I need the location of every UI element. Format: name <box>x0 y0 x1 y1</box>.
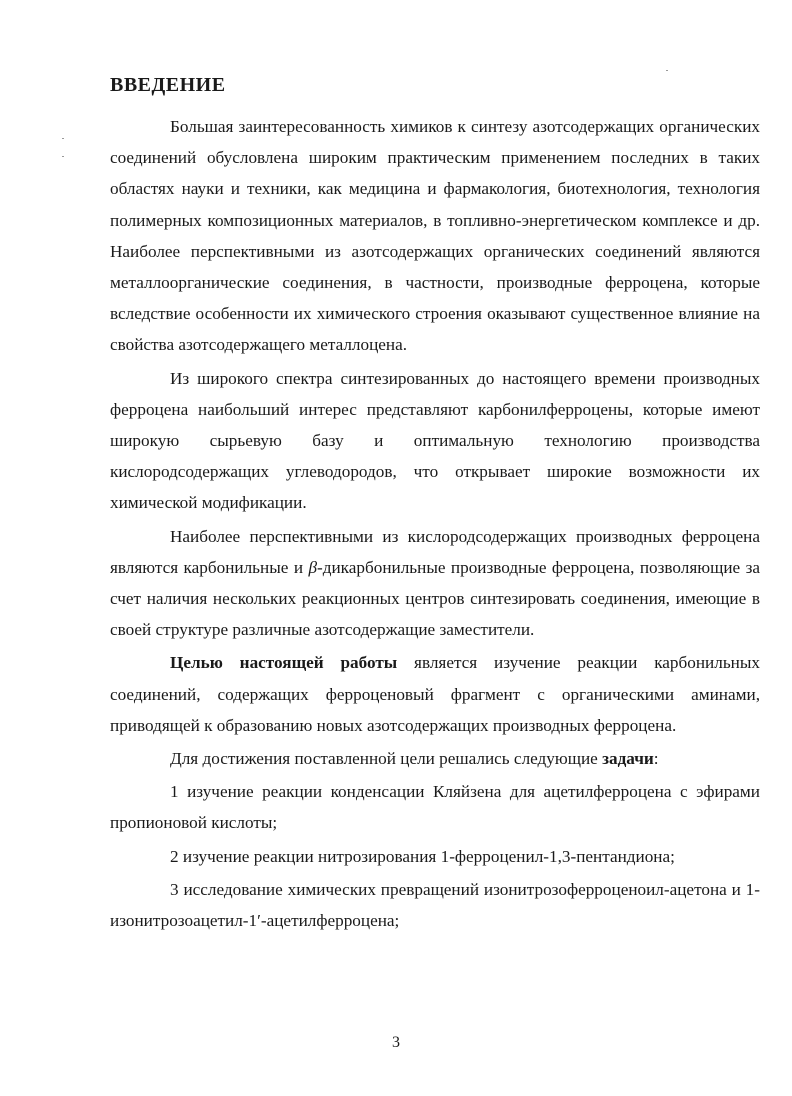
scan-speck <box>62 156 64 157</box>
tasks-word: задачи <box>602 749 654 769</box>
paragraph-3-text-start: Наиболее перспективными из кислородсодержащих производных ферроцена являются карбонильные и <box>110 526 760 577</box>
paragraph-5 <box>110 743 760 774</box>
paragraph-1: Большая заинтересованность химиков к синтезу азотсодержащих органических соединений обусловлена широким практическим применением последних в таких областях науки и техники, как медицина и фармакология, биотехнология, технология полимерных композиционных материалов, в топливно-энергетическом комплексе и др. Наиболее перспективными из азотсодержащих органических соединений являются металлоорганические соединения, в частности, производные ферроцена, которые вследствие особенности их химического строения оказывают существенное влияние на свойства азотсодержащего металлоцена. <box>110 117 760 355</box>
scan-speck <box>62 138 64 139</box>
goal-phrase: Целью настоящей работы <box>170 653 398 673</box>
paragraph-3-text-end: -дикарбонильные производные ферроцена, позволяющие за счет наличия нескольких реакционных центров синтезировать соединения, имеющие в своей структуре различные азотсодержащие заместители. <box>110 557 760 640</box>
task-item-2: 2 изучение реакции нитрозирования 1-ферроценил-1,3-пентандиона; <box>170 846 675 866</box>
section-heading: ВВЕДЕНИЕ <box>110 74 226 96</box>
paragraph-2: Из широкого спектра синтезированных до настоящего времени производных ферроцена наибольший интерес представляют карбонилферроцены, которые имеют широкую сырьевую базу и оптимальную технологию производства кислородсодержащих углеводородов, что открывает широкие возможности их химической модификации. <box>110 368 760 513</box>
page-number: 3 <box>392 1034 400 1051</box>
paragraph-4-text: является изучение реакции карбонильных соединений, содержащих ферроценовый фрагмент с органическими аминами, приводящей к образованию новых азотсодержащих производных ферроцена. <box>110 653 760 735</box>
scan-speck <box>666 70 668 71</box>
paragraph-5-colon: : <box>653 749 659 769</box>
beta-symbol: β <box>308 557 317 577</box>
paragraph-5-text: Для достижения поставленной цели решались следующие <box>170 749 603 769</box>
paragraph-3 <box>110 521 760 646</box>
task-item-3: 3 исследование химических превращений изонитрозоферроценоил-ацетона и 1-изонитрозоацетил-1′-ацетилферроцена; <box>110 879 760 931</box>
task-item-1: 1 изучение реакции конденсации Кляйзена для ацетилферроцена с эфирами пропионовой кислоты; <box>110 782 760 833</box>
document-body <box>110 111 760 936</box>
paragraph-4 <box>110 647 760 741</box>
